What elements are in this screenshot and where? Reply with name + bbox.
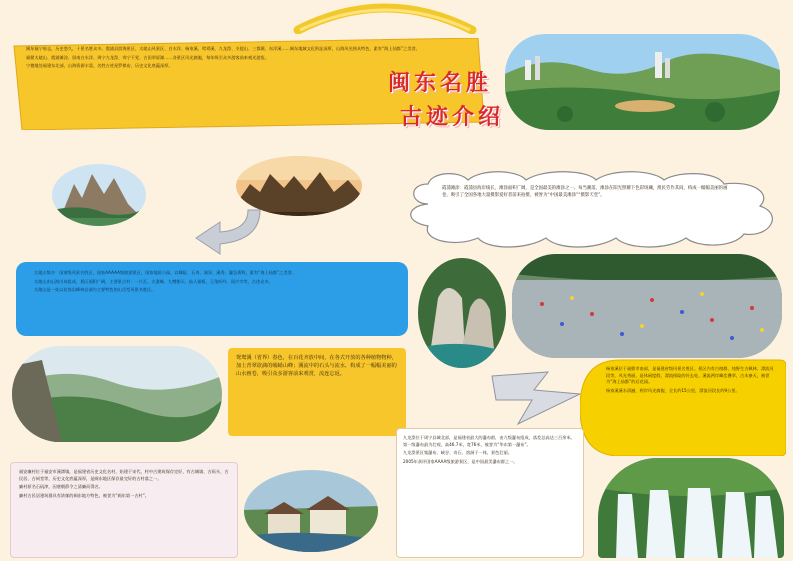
jiulongji-paragraph: 九龙漈景区集瀑布、峡谷、奇石、溶洞于一体，景色壮丽。: [403, 450, 512, 456]
yangjia-stream-panel: [580, 358, 786, 456]
page-title-line1: 闽东名胜: [388, 70, 493, 96]
yangjia-paragraph: 杨家溪溪水清澈，两岸风光旖旎，全长约15公里，漂流河段长约9公里。: [606, 387, 740, 393]
intro-paragraph: 福鼎太姥山、霞浦滩涂、屏南白水洋、周宁九龙漈、寿宁下党、古田翠屏湖……各景区风光旖旎，每年吸引众多游客前来观光游览。: [26, 54, 269, 60]
yuanyang-text: 鸳鸯溪（省界）春色，在百花齐放中间，在各式开放的各种植物物种，加上青翠欲滴的峻峭山峰；溪流中的石头与流水，构成了一幅幅美丽的山水画卷，吸引众多游客前来观赏，流连忘返。: [236, 355, 397, 377]
gorge-photo: [418, 258, 506, 368]
decorative-lightning: [488, 370, 584, 426]
decorative-arc: [290, 0, 480, 34]
lian-village-panel: [10, 462, 238, 558]
taimu-paragraph: 太姥山简介：国家级风景名胜区，国家AAAAA级旅游景区，国家地质公园，以峰险、石奇、洞异、溪秀、瀑急著称，素有“海上仙都”之美誉。: [34, 270, 297, 275]
lian-village-paragraph: 廉村原名石矶津，因唐朝薛令之清廉而得名。: [19, 484, 103, 490]
decorative-arrow: [190, 200, 270, 260]
waterfall-photo: [598, 458, 784, 558]
yuanyang-stream-panel: [228, 348, 406, 436]
taimu-paragraph: 太姥山由山海川岛组成，景区面积广阔，主要景点有：一片瓦、夫妻峰、九鲤朝天、仙人锯板、玉兔听经、国兴寺等，古迹众多。: [34, 278, 273, 284]
city-panorama-photo: [505, 34, 780, 130]
intro-paragraph: 闽东福宁府志，历史悠久，十景名胜众多。霞浦县滨海景区、太姥山风景区、白水洋、杨家溪、鸳鸯溪、九龙漈、支提山、三都澳、东洋溪……闽东地域文化积淀深厚，山海风光独具特色，素有“海上仙都”之美誉。: [26, 46, 420, 51]
mountain-valley-photo: [12, 346, 222, 442]
taimu-paragraph: 太姥山是一处以花岗岩峰林岩洞为主要特色的山岳型风景名胜区。: [34, 287, 156, 293]
taimu-mountain-panel: [16, 262, 408, 336]
page-title-line2: 古迹介绍: [400, 104, 505, 130]
mudflat-text: 霞浦滩涂：霞浦县海岸线长，滩涂面积广阔，是全国最美的滩涂之一。每当潮落，滩涂在阳光照耀下色彩斑斓，渔民劳作其间，构成一幅幅美丽的画卷，吸引了全国各地大量摄影爱好者前来拍摄，被誉为“中国最美滩涂”“摄影天堂”。: [442, 186, 728, 198]
mudflat-cloud-panel: [398, 168, 793, 250]
lian-village-paragraph: 福安廉村位于福安市溪潭镇，是福建省历史文化名村，始建于宋代，村中古建筑保存完好，有古城墙、古码头、古民居、古祠堂等，历史文化底蕴深厚，是闽东地区保存最完好的古村落之一。: [19, 469, 229, 481]
lian-village-paragraph: 廉村古民居建筑群具有浓郁的闽东地方特色，被誉为“闽东第一古村”。: [19, 492, 149, 498]
jiulongji-paragraph: 2005年获评国家AAAA级旅游景区，是中国最美瀑布群之一。: [403, 458, 518, 464]
jiulongji-panel: [396, 428, 584, 558]
old-houses-photo: [244, 470, 378, 552]
intro-paragraph: 宁德地处福建东北部，山海资源丰富，名胜古迹星罗棋布，历史文化底蕴深厚。: [26, 63, 173, 69]
rock-peaks-photo: [52, 164, 146, 226]
crowd-water-photo: [512, 254, 782, 358]
yangjia-paragraph: 杨家溪位于福鼎市南部，是福建省级风景名胜区。景区内有古榕群、纯野生古枫林、漂流河段等，风光秀丽，是休闲度假、漂流探险的好去处。溪流两岸峰峦叠翠，古木参天，被誉为“海上仙都”的后花园。: [606, 366, 774, 385]
jiulongji-paragraph: 九龙漈位于周宁县城北部，是福建省最大的瀑布群，由九级瀑布组成，落差总高达三百余米。第一级瀑布最为壮观，高46.7米，宽76米，被誉为“华东第一瀑布”。: [403, 435, 575, 447]
